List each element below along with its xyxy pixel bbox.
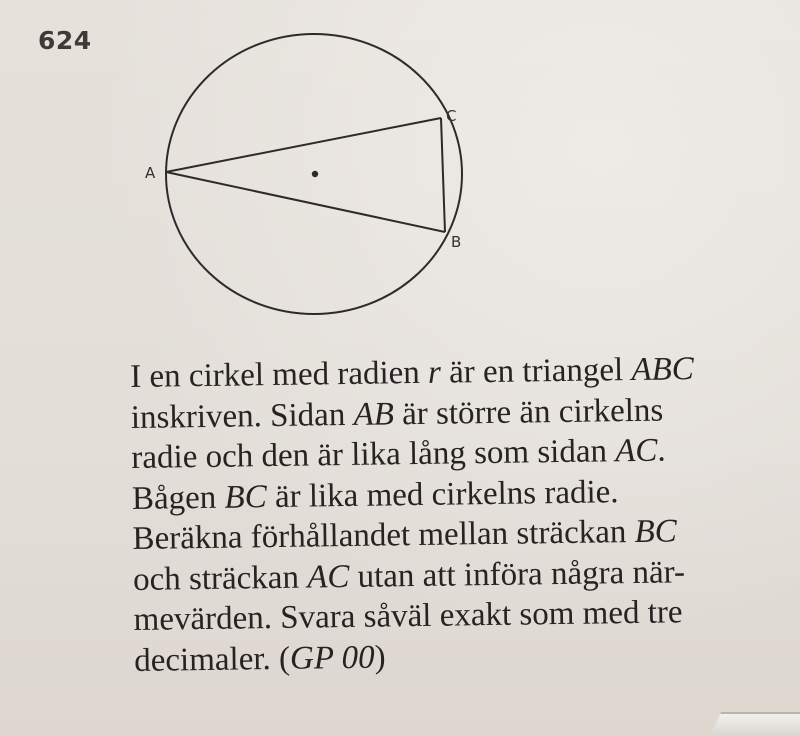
text-segment: . xyxy=(657,432,666,469)
math-variable: AB xyxy=(353,395,395,433)
math-variable: BC xyxy=(634,513,678,550)
problem-number: 624 xyxy=(38,26,92,55)
text-segment: och sträckan xyxy=(132,559,308,598)
text-segment: är större än cirkelns xyxy=(393,392,664,432)
text-segment: Bågen xyxy=(131,479,225,517)
text-segment: är en triangel xyxy=(440,352,632,391)
center-point xyxy=(312,171,318,177)
text-segment: utan att införa några när- xyxy=(349,553,686,595)
problem-text xyxy=(130,348,774,681)
text-segment: mevärden. Svara såväl exakt som med tre xyxy=(133,594,683,638)
page-corner-mark xyxy=(710,712,800,736)
text-segment: decimaler. ( xyxy=(133,640,291,679)
side-ab xyxy=(166,172,445,232)
text-segment: radie och den är lika lång som sidan xyxy=(131,433,616,476)
math-variable: BC xyxy=(224,478,267,516)
label-a: A xyxy=(145,164,156,182)
math-variable: ABC xyxy=(631,351,695,388)
text-segment: I en cirkel med radien xyxy=(130,354,429,395)
math-variable: r xyxy=(427,354,442,391)
math-variable: GP 00 xyxy=(289,639,375,677)
text-segment: inskriven. Sidan xyxy=(130,396,354,436)
text-segment: Beräkna förhållandet mellan sträckan xyxy=(132,513,635,557)
label-b: B xyxy=(451,233,462,251)
text-segment: ) xyxy=(374,638,386,676)
side-ac xyxy=(166,118,441,172)
label-c: C xyxy=(446,107,457,125)
text-segment: är lika med cirkelns radie. xyxy=(266,473,619,515)
math-variable: AC xyxy=(306,558,350,596)
side-bc xyxy=(441,118,445,232)
math-variable: AC xyxy=(614,432,658,470)
